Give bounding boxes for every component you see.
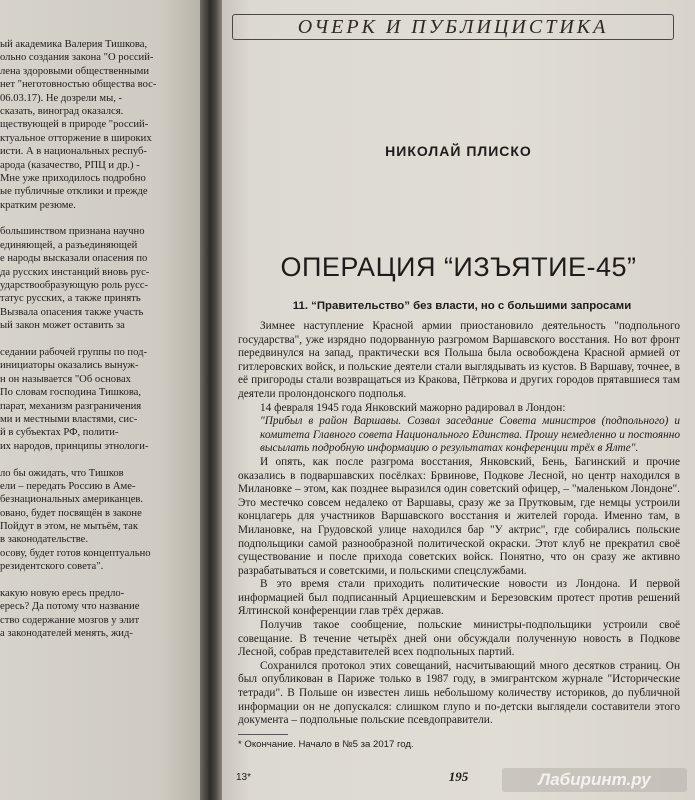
left-page-line: арода (казачество, РПЦ и др.) - [0,159,140,171]
left-page-line: ктуальное отторжение в широких [0,132,152,144]
left-page-line [0,453,200,466]
left-page-line [0,574,200,587]
left-page-line: е народы высказали опасения по [0,253,148,265]
left-page-line: какую новую ересь предло- [0,588,125,600]
paragraph: Получив такое сообщение, польские министры-подпольщики устроили своё совещание. В течение четырёх дней они обсуждали полученную новость в Подкове Лесной, собрав представителей всех подпольных партий. [238,619,680,659]
footnote: * Окончание. Начало в №5 за 2017 год. [238,739,414,750]
left-page-line: ство содержание мозгов у элит [0,614,140,626]
paragraph: Зимнее наступление Красной армии приостановило деятельность "подпольного государства", уже изрядно подорванную разгромом Варшавского восстания. Но вот фронт передвинулся на запад, практически вся Польша была освобождена Красной армией от гитлеровских войск, и польские деятели стали выглядывать из кустов. В Варшаву, точнее, в её пригороды стали возвращаться из Кракова, Пётркова и других городов прятавшиеся там деятели пролондонского подполья. [238,320,680,400]
left-page-line: кратким резюме. [0,199,76,211]
paragraph: И опять, как после разгрома восстания, Янковский, Бень, Багинский и прочие оказались в подваршавских посёлках: Брвинове, Подкове Лесной, но центр находился в Милановке – этом, как позднее выразился один советский офицер, – "маленьком Лондоне". Это местечко совсем недалеко от Варшавы, сразу же за Прутковым, где немцы устроили концлагерь для участников Варшавского восстания и жителей города. Именно там, в Милановке, на Грудовской улице находился бар "У актрис", где собирались польские подпольщики самой разнообразной политической окраски. Этот клуб не прекратил своё существование и после прихода советских войск. Понятно, что он сразу же активно разрабатываться и советскими, и польскими спецслужбами. [238,455,680,577]
left-page-line: единяющей, а разъединяющей [0,239,138,251]
left-page-line: лена здоровыми общественными [0,65,150,77]
left-page-line: нет "неготовностью общества вос- [0,79,157,91]
left-page-line: да русских инстанций вновь рус- [0,266,150,278]
left-page-line: резидентского совета". [0,561,104,573]
left-page-line: седании рабочей группы по под- [0,346,147,358]
left-page-line: ольно создания закона "О россий- [0,52,154,64]
left-page-line: ществующей в природе "россий- [0,119,149,131]
article-title: ОПЕРАЦИЯ “ИЗЪЯТИЕ-45” [280,252,637,282]
left-page-line: й в субъектах РФ, полити- [0,427,119,439]
left-page-line: парат, механизм разграничения [0,400,142,412]
left-page-line: ересь? Да потому что название [0,601,140,613]
left-page-line: ые публичные отклики и прежде [0,186,148,198]
quote-paragraph: "Прибыл в район Варшавы. Созвал заседание Совета министров (подпольного) и комитета Главного совета Национального Единства. Прошу немедленно и постоянно высылать подробную информацию о результатах конференции трёх в Ялте". [260,415,680,455]
left-page-line: а законодателей менять, жид- [0,628,133,640]
left-page-line: инициаторы оказались вынуж- [0,360,139,372]
left-page-text [0,38,200,641]
chapter-subtitle: 11. “Правительство” без власти, но с большими запросами [292,300,632,312]
left-page-line: ло бы ожидать, что Тишков [0,467,124,479]
left-page-line: татус русских, а также принять [0,293,141,305]
author-name: НИКОЛАЙ ПЛИСКО [385,143,532,159]
footnote-divider [238,734,288,735]
left-page-line: По словам господина Тишкова, [0,387,142,399]
left-page-line: Пойдут в этом, не мытьём, так [0,521,138,533]
left-page-line: ый академика Валерия Тишкова, [0,39,148,50]
left-page-line: ели – передать Россию в Аме- [0,480,136,492]
left-page-line: 06.03.17). Не дозрели мы, - [0,92,123,104]
right-page [222,0,695,800]
book-gutter [200,0,222,800]
left-page-line [0,333,200,346]
left-page-line: осову, будет готов концептуально [0,547,151,559]
left-page-line: ударствообразующую роль русс- [0,280,149,292]
left-page [0,0,200,800]
article-body [238,320,680,728]
left-page-line: их народов, принципы этнологи- [0,440,149,452]
left-page-line: исти. А в национальных респуб- [0,146,147,158]
left-page-line [0,212,200,225]
page-number: 195 [448,769,469,784]
left-page-line: Вызвала опасения также участь [0,306,144,318]
section-banner [232,8,680,42]
left-page-line: большинством признана научно [0,226,145,238]
left-page-line: сказать, виноград оказался. [0,105,124,117]
paragraph: В это время стали приходить политические новости из Лондона. И первой информацией был подписанный Арциешевским и Березовским протест против решений Ялтинской конференции глав трёх держав. [238,578,680,618]
left-page-line: н он называется "Об основах [0,373,131,385]
left-page-line: Мне уже приходилось подробно [0,172,146,184]
left-page-line: в законодательстве. [0,534,88,546]
section-banner-text: ОЧЕРК И ПУБЛИЦИСТИКА [297,16,609,38]
paragraph: 14 февраля 1945 года Янковский мажорно радировал в Лондон: [260,401,566,414]
paragraph: Сохранился протокол этих совещаний, насчитывающий много десятков страниц. Он был опубликован в Париже только в 1987 году, в эмигрантском журнале "Исторические тетради". В Польше он известен лишь небольшому количеству историков, до публичной информации он не допускался: слишком глупо и по-детски выглядели составители этого документа – подпольные польские псевдоправители. [238,659,680,727]
left-page-line: безнациональных американцев. [0,494,144,506]
watermark-logo: Лабиринт.ру [502,768,687,792]
left-page-line: ми и местными властями, сис- [0,413,138,425]
left-page-line: овано, будет посвящён в законе [0,507,142,519]
left-page-line: ый закон может оставить за [0,320,125,332]
printer-signature: 13* [236,772,252,783]
